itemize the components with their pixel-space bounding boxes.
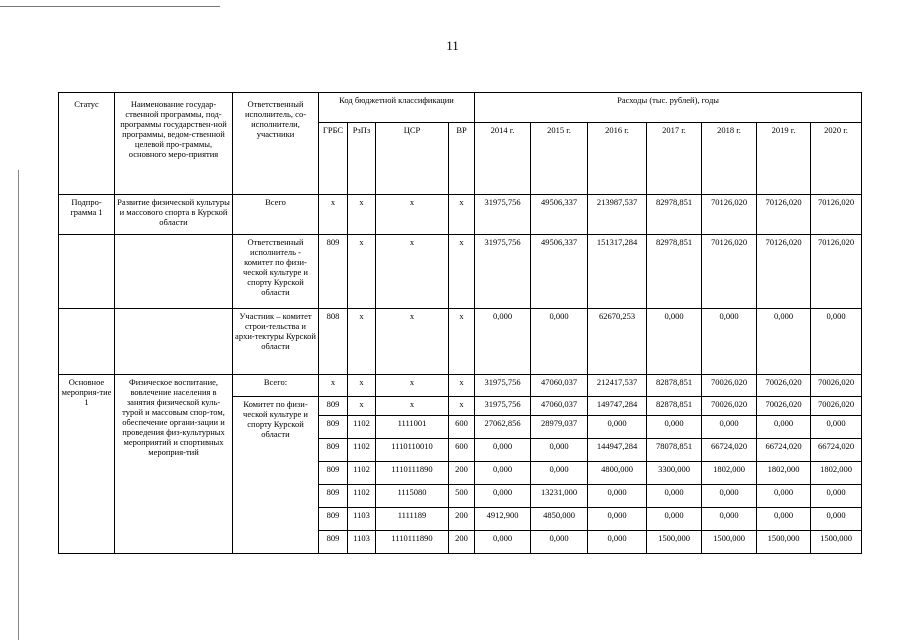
header-year: 2016 г. (588, 123, 647, 195)
value-cell: 0,000 (475, 309, 531, 375)
value-cell: 0,000 (757, 508, 811, 531)
value-cell: 70126,020 (702, 195, 757, 235)
header-executor: Ответственный исполнитель, со-исполнители, участники (233, 93, 319, 195)
csr-cell: х (376, 195, 449, 235)
value-cell: 82978,851 (647, 195, 702, 235)
value-cell: 4850,000 (531, 508, 588, 531)
vr-cell: х (449, 235, 475, 309)
value-cell: 0,000 (588, 531, 647, 554)
table-row (59, 195, 862, 235)
value-cell: 47060,037 (531, 375, 588, 397)
value-cell: 0,000 (647, 309, 702, 375)
grbs-cell: 809 (319, 416, 348, 439)
vr-cell: 200 (449, 531, 475, 554)
value-cell: 82978,851 (647, 235, 702, 309)
grbs-cell: 809 (319, 508, 348, 531)
value-cell: 31975,756 (475, 195, 531, 235)
status-cell: Основное мероприя-тие 1 (59, 375, 115, 554)
name-cell: Развитие физической культуры и массового спорта в Курской области (115, 195, 233, 235)
rzpr-cell: х (348, 309, 376, 375)
header-status: Статус (59, 93, 115, 195)
value-cell: 27062,856 (475, 416, 531, 439)
rzpr-cell: 1103 (348, 508, 376, 531)
value-cell: 70126,020 (702, 235, 757, 309)
value-cell: 0,000 (588, 416, 647, 439)
value-cell: 1500,000 (702, 531, 757, 554)
value-cell: 149747,284 (588, 397, 647, 416)
csr-cell: х (376, 375, 449, 397)
value-cell: 70126,020 (757, 195, 811, 235)
value-cell: 0,000 (702, 309, 757, 375)
executor-cell: Участник – комитет строи-тельства и архи-тектуры Курской области (233, 309, 319, 375)
value-cell: 66724,020 (757, 439, 811, 462)
header-year: 2015 г. (531, 123, 588, 195)
value-cell: 49506,337 (531, 195, 588, 235)
value-cell: 1500,000 (811, 531, 862, 554)
header-csr: ЦСР (376, 123, 449, 195)
value-cell: 0,000 (475, 439, 531, 462)
rzpr-cell: х (348, 375, 376, 397)
value-cell: 1802,000 (702, 462, 757, 485)
value-cell: 82878,851 (647, 397, 702, 416)
value-cell: 0,000 (702, 508, 757, 531)
name-cell-empty (115, 235, 233, 309)
header-year: 2014 г. (475, 123, 531, 195)
value-cell: 1500,000 (757, 531, 811, 554)
value-cell: 0,000 (757, 416, 811, 439)
value-cell: 0,000 (475, 485, 531, 508)
value-cell: 0,000 (811, 485, 862, 508)
value-cell: 28979,037 (531, 416, 588, 439)
value-cell: 3300,000 (647, 462, 702, 485)
vr-cell: 600 (449, 416, 475, 439)
value-cell: 70126,020 (811, 235, 862, 309)
value-cell: 0,000 (531, 439, 588, 462)
vr-cell: 200 (449, 462, 475, 485)
header-vr: ВР (449, 123, 475, 195)
value-cell: 0,000 (647, 416, 702, 439)
status-cell: Подпро-грамма 1 (59, 195, 115, 235)
status-cell-empty (59, 235, 115, 309)
value-cell: 4800,000 (588, 462, 647, 485)
page-number: 11 (446, 38, 459, 53)
header-year: 2019 г. (757, 123, 811, 195)
vr-cell: 600 (449, 439, 475, 462)
grbs-cell: 809 (319, 439, 348, 462)
header-year: 2017 г. (647, 123, 702, 195)
vr-cell: 200 (449, 508, 475, 531)
grbs-cell: х (319, 375, 348, 397)
value-cell: 1802,000 (757, 462, 811, 485)
grbs-cell: 809 (319, 397, 348, 416)
value-cell: 0,000 (475, 462, 531, 485)
csr-cell: 1110111890 (376, 531, 449, 554)
value-cell: 0,000 (811, 416, 862, 439)
header-grbs: ГРБС (319, 123, 348, 195)
grbs-cell: 809 (319, 531, 348, 554)
rzpr-cell: х (348, 397, 376, 416)
csr-cell: х (376, 397, 449, 416)
value-cell: 78078,851 (647, 439, 702, 462)
value-cell: 0,000 (531, 309, 588, 375)
value-cell: 82878,851 (647, 375, 702, 397)
rzpr-cell: х (348, 235, 376, 309)
value-cell: 70026,020 (811, 397, 862, 416)
table-row (59, 235, 862, 309)
table-row (59, 309, 862, 375)
value-cell: 0,000 (588, 485, 647, 508)
value-cell: 70126,020 (811, 195, 862, 235)
value-cell: 66724,020 (811, 439, 862, 462)
grbs-cell: 809 (319, 235, 348, 309)
header-year: 2020 г. (811, 123, 862, 195)
rzpr-cell: 1102 (348, 416, 376, 439)
grbs-cell: 809 (319, 462, 348, 485)
grbs-cell: х (319, 195, 348, 235)
executor-cell: Комитет по физи-ческой культуре и спорту Курской области (233, 397, 319, 554)
value-cell: 0,000 (702, 416, 757, 439)
value-cell: 31975,756 (475, 235, 531, 309)
name-cell: Физическое воспитание, вовлечение населения в занятия физической куль-турой и массовым спор-том, обеспечение органи-зации и проведения физ-культурных мероприятий и спортивных мероприя-тий (115, 375, 233, 554)
value-cell: 49506,337 (531, 235, 588, 309)
status-cell-empty (59, 309, 115, 375)
value-cell: 1500,000 (647, 531, 702, 554)
csr-cell: 1111001 (376, 416, 449, 439)
rzpr-cell: 1102 (348, 439, 376, 462)
executor-cell: Всего: (233, 375, 319, 397)
header-budget-code: Код бюджетной классификации (319, 93, 475, 123)
executor-cell: Ответственный исполнитель - комитет по физи-ческой культуре и спорту Курской области (233, 235, 319, 309)
value-cell: 0,000 (811, 508, 862, 531)
value-cell: 70026,020 (757, 397, 811, 416)
header-year: 2018 г. (702, 123, 757, 195)
value-cell: 0,000 (647, 485, 702, 508)
value-cell: 151317,284 (588, 235, 647, 309)
scan-artifact-line (18, 170, 19, 640)
value-cell: 213987,537 (588, 195, 647, 235)
value-cell: 0,000 (647, 508, 702, 531)
value-cell: 70026,020 (702, 397, 757, 416)
value-cell: 4912,900 (475, 508, 531, 531)
rzpr-cell: 1103 (348, 531, 376, 554)
header-rzpr: РзПз (348, 123, 376, 195)
value-cell: 144947,284 (588, 439, 647, 462)
value-cell: 0,000 (588, 508, 647, 531)
grbs-cell: 809 (319, 485, 348, 508)
value-cell: 62670,253 (588, 309, 647, 375)
csr-cell: 1115080 (376, 485, 449, 508)
csr-cell: 1111189 (376, 508, 449, 531)
value-cell: 0,000 (702, 485, 757, 508)
vr-cell: 500 (449, 485, 475, 508)
value-cell: 66724,020 (702, 439, 757, 462)
value-cell: 31975,756 (475, 397, 531, 416)
vr-cell: х (449, 397, 475, 416)
budget-table (58, 92, 862, 554)
value-cell: 1802,000 (811, 462, 862, 485)
header-expenses: Расходы (тыс. рублей), годы (475, 93, 862, 123)
value-cell: 0,000 (475, 531, 531, 554)
value-cell: 13231,000 (531, 485, 588, 508)
header-name: Наименование государ-ственной программы, под-программы государствен-ной программы, ведом-ственной целевой про-граммы, основного меро-приятия (115, 93, 233, 195)
vr-cell: х (449, 309, 475, 375)
rzpr-cell: 1102 (348, 462, 376, 485)
name-cell-empty (115, 309, 233, 375)
value-cell: 70026,020 (757, 375, 811, 397)
value-cell: 70126,020 (757, 235, 811, 309)
value-cell: 47060,037 (531, 397, 588, 416)
value-cell: 0,000 (757, 485, 811, 508)
value-cell: 0,000 (531, 531, 588, 554)
table-row (59, 375, 862, 397)
csr-cell: х (376, 309, 449, 375)
value-cell: 70026,020 (702, 375, 757, 397)
vr-cell: х (449, 375, 475, 397)
scan-artifact-line (0, 6, 220, 7)
csr-cell: 1110110010 (376, 439, 449, 462)
executor-cell: Всего (233, 195, 319, 235)
vr-cell: х (449, 195, 475, 235)
rzpr-cell: 1102 (348, 485, 376, 508)
grbs-cell: 808 (319, 309, 348, 375)
value-cell: 0,000 (531, 462, 588, 485)
table-header-row (59, 93, 862, 123)
csr-cell: х (376, 235, 449, 309)
value-cell: 0,000 (811, 309, 862, 375)
value-cell: 31975,756 (475, 375, 531, 397)
value-cell: 70026,020 (811, 375, 862, 397)
value-cell: 212417,537 (588, 375, 647, 397)
csr-cell: 1110111890 (376, 462, 449, 485)
value-cell: 0,000 (757, 309, 811, 375)
rzpr-cell: х (348, 195, 376, 235)
